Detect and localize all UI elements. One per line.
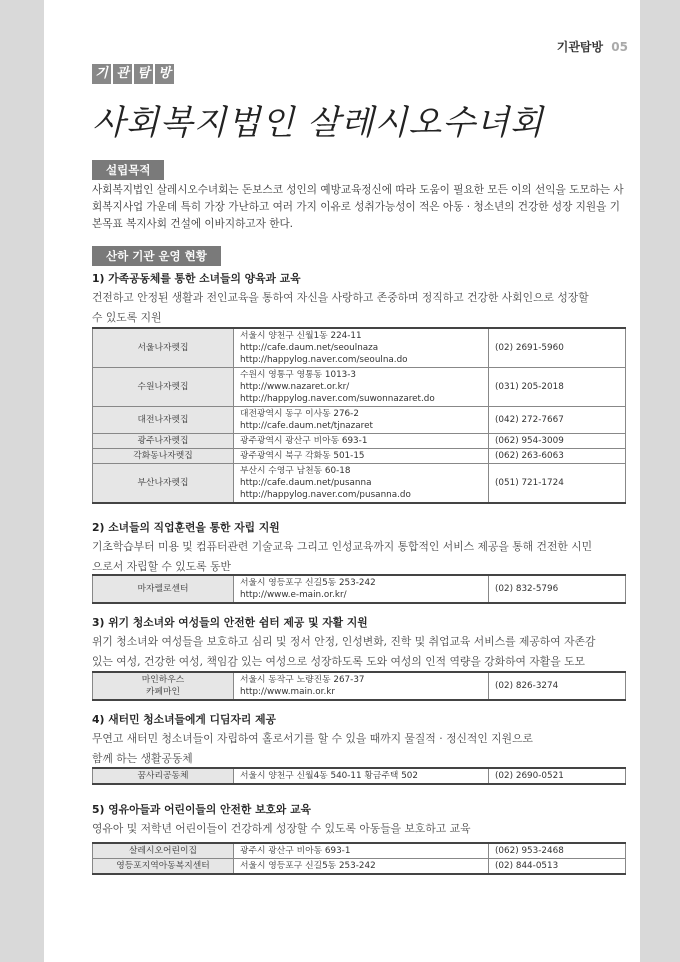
- table-row: [93, 672, 626, 700]
- description-line: 건전하고 안정된 생활과 전인교육을 통하여 자신을 사랑하고 존중하며 정직하고 건강한 사회인으로 성장할: [92, 291, 589, 304]
- url-link[interactable]: http://cafe.daum.net/tjnazaret: [240, 421, 373, 431]
- group-description: [92, 729, 640, 769]
- institution-address: [234, 407, 489, 434]
- tag-char: 탐: [134, 64, 153, 84]
- group-title: 1) 가족공동체를 통한 소녀들의 양육과 교육: [92, 272, 301, 285]
- institution-name: 광주나자렛집: [93, 434, 234, 449]
- institution-phone: (02) 2690-0521: [489, 768, 626, 784]
- address-line: 서울시 양천구 신월4동 540-11 황금주택 502: [240, 771, 418, 781]
- url-link[interactable]: http://happylog.naver.com/seoulna.do: [240, 355, 408, 365]
- group-title: 3) 위기 청소녀와 여성들의 안전한 쉼터 제공 및 자활 지원: [92, 616, 368, 629]
- institution-name: [93, 672, 234, 700]
- table-row: [93, 328, 626, 368]
- address-line: 서울시 양천구 신월1동 224-11: [240, 331, 362, 341]
- table-row: [93, 768, 626, 784]
- institution-name: 마자렐로센터: [93, 575, 234, 603]
- group-description: [92, 819, 640, 839]
- address-line: 서울시 영등포구 신길5동 253-242: [240, 578, 376, 588]
- institution-phone: (02) 844-0513: [489, 859, 626, 875]
- group-description: [92, 537, 640, 577]
- purpose-paragraph: [92, 182, 640, 233]
- address-line: 서울시 영등포구 신길5동 253-242: [240, 861, 376, 871]
- table-row: [93, 407, 626, 434]
- institution-phone: (031) 205-2018: [489, 368, 626, 407]
- institution-address: [234, 449, 489, 464]
- institution-phone: (062) 263-6063: [489, 449, 626, 464]
- group-title: 5) 영유아들과 어린이들의 안전한 보호와 교육: [92, 803, 311, 816]
- tag-char: 기: [92, 64, 111, 84]
- institution-name: 살레시오어린이집: [93, 843, 234, 859]
- institution-address: [234, 859, 489, 875]
- address-line: 광주시 광산구 비아동 693-1: [240, 846, 351, 856]
- institution-name: 꿈사리공동체: [93, 768, 234, 784]
- address-line: 대전광역시 동구 이사동 276-2: [240, 409, 359, 419]
- institution-name: 서울나자렛집: [93, 328, 234, 368]
- paragraph-line: 회복지사업 가운데 특히 가장 가난하고 여러 가지 이유로 성취가능성이 적은 아동 · 청소년의 건강한 성장 지원을 기: [92, 201, 620, 213]
- page-title: 사회복지법인 살레시오수녀회: [92, 103, 544, 143]
- institution-name: 영등포지역아동복지센터: [93, 859, 234, 875]
- institution-address: [234, 434, 489, 449]
- institution-name: 대전나자렛집: [93, 407, 234, 434]
- address-line: 광주광역시 북구 각화동 501-15: [240, 451, 365, 461]
- institution-name: 부산나자렛집: [93, 464, 234, 504]
- institution-phone: (02) 832-5796: [489, 575, 626, 603]
- group-description: [92, 288, 640, 328]
- institution-phone: (02) 826-3274: [489, 672, 626, 700]
- table-row: [93, 449, 626, 464]
- institution-table: [92, 574, 626, 604]
- description-line: 기초학습부터 미용 및 컴퓨터관련 기술교육 그리고 인성교육까지 통합적인 서비스 제공을 통해 건전한 시민: [92, 540, 593, 553]
- institution-table: [92, 767, 626, 785]
- institution-phone: (051) 721-1724: [489, 464, 626, 504]
- url-link[interactable]: http://happylog.naver.com/suwonnazaret.do: [240, 394, 435, 404]
- institution-phone: (042) 272-7667: [489, 407, 626, 434]
- institution-phone: (062) 953-2468: [489, 843, 626, 859]
- paragraph-line: 본목표 복지사회 건설에 이바지하고자 한다.: [92, 218, 294, 230]
- address-line: 부산시 수영구 남천동 60-18: [240, 466, 351, 476]
- description-line: 수 있도록 지원: [92, 311, 162, 324]
- group-title: 2) 소녀들의 직업훈련을 통한 자립 지원: [92, 521, 280, 534]
- page-number: 05: [611, 40, 628, 54]
- description-line: 있는 여성, 건강한 여성, 책임감 있는 여성으로 성장하도록 도와 여성의 인적 역량을 강화하여 자활을 도모: [92, 655, 585, 668]
- category-tag: [92, 64, 174, 84]
- institution-address: [234, 768, 489, 784]
- section-heading-purpose: 설립목적: [92, 160, 164, 180]
- description-line: 무연고 새터민 청소녀들이 자립하여 홀로서기를 할 수 있을 때까지 물질적 · 정신적인 지원으로: [92, 732, 533, 745]
- institution-name: 수원나자렛집: [93, 368, 234, 407]
- table-row: [93, 859, 626, 875]
- institution-table: [92, 327, 626, 504]
- paragraph-line: 사회복지법인 살레시오수녀회는 돈보스코 성인의 예방교육정신에 따라 도움이 필요한 모든 이의 선익을 도모하는 사: [92, 184, 624, 196]
- url-link[interactable]: http://www.nazaret.or.kr/: [240, 382, 350, 392]
- institution-table: [92, 671, 626, 701]
- table-row: [93, 575, 626, 603]
- description-line: 함께 하는 생활공동체: [92, 752, 193, 765]
- description-line: 위기 청소녀와 여성들을 보호하고 심리 및 정서 안정, 인성변화, 진학 및 취업교육 서비스를 제공하여 자존감: [92, 635, 596, 648]
- url-link[interactable]: http://cafe.daum.net/pusanna: [240, 478, 372, 488]
- institution-phone: (062) 954-3009: [489, 434, 626, 449]
- description-line: 으로서 자립할 수 있도록 동반: [92, 560, 231, 573]
- institution-address: [234, 328, 489, 368]
- group-title: 4) 새터민 청소녀들에게 디딤자리 제공: [92, 713, 276, 726]
- table-row: [93, 464, 626, 504]
- institution-name: 각화동나자렛집: [93, 449, 234, 464]
- institution-address: [234, 672, 489, 700]
- institution-address: [234, 464, 489, 504]
- institution-name-line: 카페마인: [146, 687, 180, 697]
- institution-phone: (02) 2691-5960: [489, 328, 626, 368]
- tag-char: 방: [155, 64, 174, 84]
- running-header: [557, 38, 628, 55]
- document-page: [44, 0, 640, 962]
- institution-address: [234, 575, 489, 603]
- section-heading-institutions: 산하 기관 운영 현황: [92, 246, 221, 266]
- url-link[interactable]: http://www.e-main.or.kr/: [240, 590, 347, 600]
- url-link[interactable]: http://cafe.daum.net/seoulnaza: [240, 343, 379, 353]
- institution-name-line: 마인하우스: [141, 675, 185, 685]
- institution-table: [92, 842, 626, 875]
- url-link[interactable]: http://www.main.or.kr: [240, 687, 335, 697]
- institution-address: [234, 843, 489, 859]
- address-line: 광주광역시 광산구 비아동 693-1: [240, 436, 368, 446]
- url-link[interactable]: http://happylog.naver.com/pusanna.do: [240, 490, 411, 500]
- running-header-section: 기관탐방: [556, 40, 604, 54]
- tag-char: 관: [113, 64, 132, 84]
- group-description: [92, 632, 640, 672]
- table-row: [93, 434, 626, 449]
- table-row: [93, 843, 626, 859]
- address-line: 서울시 동작구 노량진동 267-37: [240, 675, 365, 685]
- institution-address: [234, 368, 489, 407]
- table-row: [93, 368, 626, 407]
- description-line: 영유아 및 저학년 어린이들이 건강하게 성장할 수 있도록 아동들을 보호하고 교육: [92, 822, 471, 835]
- address-line: 수원시 영통구 영통동 1013-3: [240, 370, 357, 380]
